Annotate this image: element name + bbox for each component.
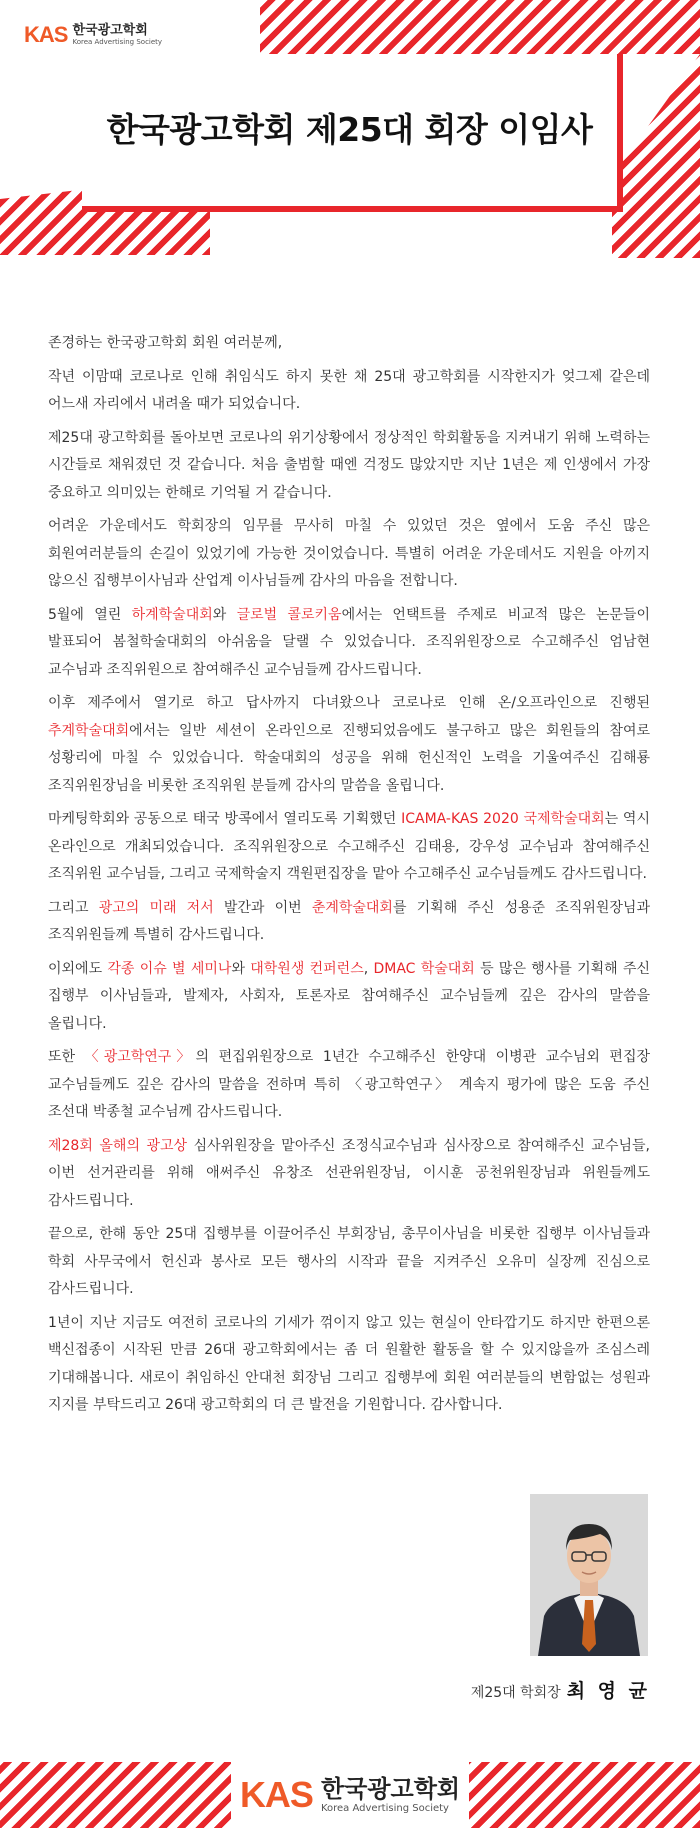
paragraph-text: 제25대 광고학회를 돌아보면 코로나의 위기상황에서 정상적인 학회활동을 지켜내기 위해 노력하는 시간들로 채워졌던 것 같습니다. 처음 출범할 때엔 걱정도 많았지만 지난 1년은 제 인생에서 가장 중요하고 의미있는 한해로 기억될 거 같습니다. — [48, 429, 650, 501]
letter-paragraph — [48, 895, 650, 950]
signature-role: 제25대 학회장 — [470, 1685, 561, 1701]
paragraph-text: 등 많은 행사를 기획해 주신 집행부 이사님들과, 발제자, 사회자, 토론자로 참여해주신 교수님들께 깊은 감사의 말씀을 올립니다. — [48, 960, 651, 1032]
highlighted-event-name: 각종 이슈 별 세미나 — [107, 960, 232, 977]
highlighted-event-name: 제28회 올해의 광고상 — [48, 1137, 188, 1154]
paragraph-text: 심사위원장을 맡아주신 조정식교수님과 심사장으로 참여해주신 교수님들, 이번 선거관리를 위해 애써주신 유창조 선관위원장님, 이시훈 공천위원장님과 위원들께도 감사드립니다. — [48, 1137, 650, 1209]
letter-paragraph — [48, 1133, 650, 1216]
decorative-stripes-right — [612, 54, 700, 258]
letter-paragraph — [48, 364, 650, 419]
paragraph-text: 와 — [231, 960, 251, 977]
paragraph-text: 이외에도 — [48, 960, 108, 977]
letter-paragraph — [48, 330, 650, 358]
decorative-stripes-top — [260, 0, 700, 54]
paragraph-text: 1년이 지난 지금도 여전히 코로나의 기세가 꺾이지 않고 있는 현실이 안타깝기도 하지만 한편으론 백신접종이 시작된 만큼 26대 광고학회에서는 좀 더 원활한 활동을 할 수 있지않을까 조심스레 기대해봅니다. 새로이 취임하신 안대천 회장님 그리고 집행부에 회원 여러분들의 변함없는 성원과 지지를 부탁드리고 26대 광고학회의 더 큰 발전을 기원합니다. 감사합니다. — [48, 1314, 650, 1413]
highlighted-event-name: 하계학술대회 — [131, 606, 213, 623]
paragraph-text: 어려운 가운데서도 학회장의 임무를 무사히 마칠 수 있었던 것은 옆에서 도움 주신 많은 회원여러분들의 손길이 있었기에 가능한 것이었습니다. 특별히 어려운 가운데서도 지원을 아끼지 않으신 집행부이사님과 산업계 이사님들께 감사의 마음을 전합니다. — [48, 518, 650, 589]
logo-name-en: Korea Advertising Society — [72, 38, 163, 46]
farewell-letter-body — [48, 330, 650, 1426]
signature-name: 최 영 균 — [566, 1680, 650, 1702]
header-banner — [0, 0, 700, 260]
paragraph-text: 5월에 열린 — [48, 606, 132, 623]
highlighted-event-name: 광고의 미래 저서 — [98, 899, 214, 916]
paragraph-text: 는 역시 온라인으로 개최되었습니다. 조직위원장으로 수고해주신 김태용, 강우성 교수님과 참여해주신 조직위원 교수님들, 그리고 국제학술지 객원편집장을 맡아 수고해주신 교수님들께도 감사드립니다. — [48, 811, 650, 882]
title-box — [82, 54, 623, 212]
letter-paragraph — [48, 806, 650, 889]
paragraph-text: 그리고 — [48, 899, 99, 916]
letter-paragraph — [48, 602, 650, 685]
paragraph-text: 끝으로, 한해 동안 25대 집행부를 이끌어주신 부회장님, 총무이사님을 비롯한 집행부 이사님들과 학회 사무국에서 헌신과 봉사로 모든 행사의 시작과 끝을 지켜주신 오유미 실장께 진심으로 감사드립니다. — [48, 1226, 650, 1297]
paragraph-text: 작년 이맘때 코로나로 인해 취임식도 하지 못한 채 25대 광고학회를 시작한지가 엊그제 같은데 어느새 자리에서 내려올 때가 되었습니다. — [48, 368, 650, 412]
highlighted-event-name: DMAC 학술대회 — [373, 960, 475, 977]
highlighted-event-name: ICAMA-KAS 2020 국제학술대회 — [401, 811, 605, 827]
paragraph-text: , — [363, 960, 374, 977]
paragraph-text: 에서는 일반 세션이 온라인으로 진행되었음에도 불구하고 많은 회원들의 참여로 성황리에 마칠 수 있었습니다. 학술대회의 성공을 위해 헌신적인 노력을 기울여주신 김해룡 조직위원장님을 비롯한 조직위원 분들께 감사의 말씀을 올립니다. — [48, 722, 650, 794]
paragraph-text: 이후 제주에서 열기로 하고 답사까지 다녀왔으나 코로나로 인해 온/오프라인으로 진행된 — [48, 695, 650, 711]
highlighted-event-name: 〈광고학연구〉 — [84, 1049, 196, 1065]
kas-logo-mark-footer: KAS — [239, 1774, 313, 1815]
paragraph-text: 발간과 이번 — [213, 899, 312, 916]
logo-name-en-footer: Korea Advertising Society — [320, 1802, 449, 1814]
paragraph-text: 존경하는 한국광고학회 회원 여러분께, — [48, 335, 283, 351]
paragraph-text: 와 — [212, 606, 237, 623]
page-title: 한국광고학회 제25대 회장 이임사 — [106, 110, 593, 149]
footer-banner — [0, 1762, 700, 1828]
paragraph-text: 마케팅학회와 공동으로 태국 방콕에서 열리도록 기획했던 — [48, 811, 402, 827]
letter-paragraph — [48, 1221, 650, 1304]
letter-paragraph — [48, 1044, 650, 1127]
letter-paragraph — [48, 956, 650, 1039]
paragraph-text: 를 기획해 주신 성용준 조직위원장님과 조직위원들께 특별히 감사드립니다. — [48, 899, 650, 943]
highlighted-event-name: 글로벌 콜로키움 — [236, 606, 342, 623]
letter-paragraph — [48, 690, 650, 800]
paragraph-text: 또한 — [48, 1049, 85, 1065]
paragraph-text: 의 편집위원장으로 1년간 수고해주신 한양대 이병관 교수님외 편집장 교수님들께도 깊은 감사의 말씀을 전하며 특히 〈광고학연구〉 계속지 평가에 많은 도움 주신 조선대 박종철 교수님께 감사드립니다. — [48, 1049, 651, 1120]
logo-name-ko: 한국광고학회 — [72, 23, 148, 38]
kas-logo-mark: KAS — [24, 22, 68, 47]
kas-logo-top — [24, 22, 162, 48]
letter-paragraph — [48, 513, 650, 596]
letter-paragraph — [48, 1310, 650, 1420]
highlighted-event-name: 추계학술대회 — [48, 722, 130, 739]
kas-logo-footer — [231, 1762, 469, 1828]
logo-name-ko-footer: 한국광고학회 — [320, 1774, 461, 1803]
highlighted-event-name: 대학원생 컨퍼런스 — [250, 960, 364, 977]
letter-paragraph — [48, 425, 650, 508]
paragraph-text: 에서는 언택트를 주제로 비교적 많은 논문들이 발표되어 봄철학술대회의 아쉬움을 달랠 수 있었습니다. 조직위원장으로 수고해주신 엄남현 교수님과 조직위원으로 참여해주신 교수님들께 감사드립니다. — [48, 606, 650, 678]
portrait-illustration — [530, 1494, 648, 1656]
president-photo — [530, 1494, 648, 1656]
highlighted-event-name: 춘계학술대회 — [311, 899, 393, 916]
signature — [471, 1676, 650, 1703]
